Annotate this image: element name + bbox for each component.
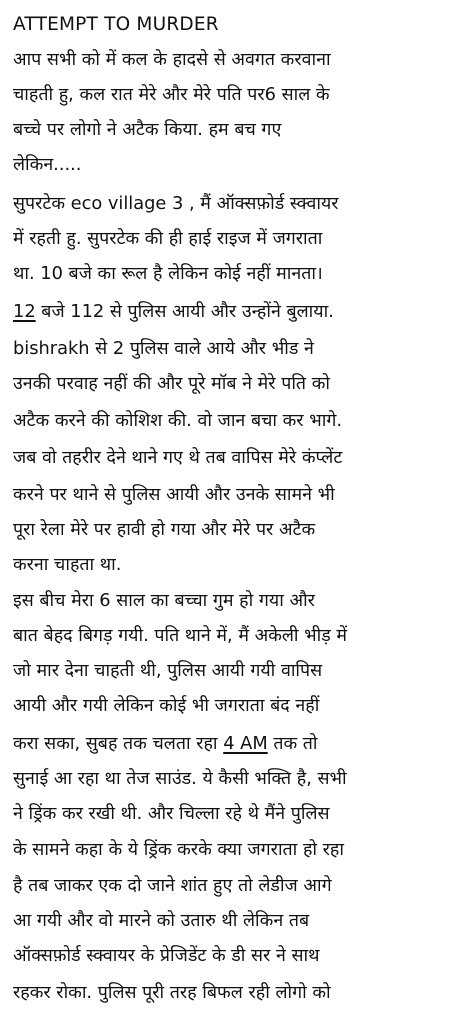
post-line: सुपरटेक eco village 3 , मैं ऑक्सफ़ोर्ड स्क्वायर — [13, 193, 339, 214]
post-line — [13, 729, 463, 759]
linked-time[interactable]: 4 AM — [223, 733, 268, 754]
post-line: सुनाई आ रहा था तेज साउंड. ये कैसी भक्ति है, सभी — [13, 768, 347, 789]
post-line: आ गयी और वो मारने को उतारु थी लेकिन तब — [13, 910, 310, 931]
post-line: चाहती हु, कल रात मेरे और मेरे पति पर6 साल के — [13, 84, 330, 105]
post-line: था. 10 बजे का रूल है लेकिन कोई नहीं मानता। — [13, 263, 323, 284]
post-line: आप सभी को में कल के हादसे से अवगत करवाना — [13, 49, 331, 70]
post-line-text: तक तो — [267, 733, 318, 754]
post-line: इस बीच मेरा 6 साल का बच्चा गुम हो गया और — [13, 590, 315, 611]
post-line: ऑक्सफ़ोर्ड स्क्वायर के प्रेजिडेंट के डी सर ने साथ — [13, 945, 320, 966]
post-line — [13, 297, 463, 327]
post-line: करने पर थाने से पुलिस आयी और उनके सामने भी — [13, 484, 335, 505]
post-line: रहकर रोका. पुलिस पूरी तरह बिफल रही लोगो को — [13, 982, 331, 1003]
post-line: उनकी परवाह नहीं की और पूरे मॉब ने मेरे पति को — [13, 373, 330, 394]
post-line: पूरा रेला मेरे पर हावी हो गया और मेरे पर अटैक — [13, 519, 316, 540]
post-line: में रहती हु. सुपरटेक की ही हाई राइज में जगराता — [13, 228, 323, 249]
post-title: ATTEMPT TO MURDER — [13, 14, 219, 35]
post-line: लेकिन..... — [13, 154, 82, 175]
linked-number[interactable]: 12 — [13, 301, 36, 322]
post-line: करना चाहता था. — [13, 554, 122, 575]
post-line-text: बजे 112 से पुलिस आयी और उन्होंने बुलाया. — [35, 301, 334, 322]
post-line: bishrakh से 2 पुलिस वाले आये और भीड ने — [13, 338, 314, 359]
post-line: जब वो तहरीर देने थाने गए थे तब वापिस मेरे कंप्लेंट — [13, 447, 343, 468]
post-line: है तब जाकर एक दो जाने शांत हुए तो लेडीज आगे — [13, 875, 332, 896]
post-line: अटैक करने की कोशिश की. वो जान बचा कर भागे. — [13, 410, 342, 431]
post-line-text: करा सका, सुबह तक चलता रहा — [13, 733, 224, 754]
post-line: आयी और गयी लेकिन कोई भी जगराता बंद नहीं — [13, 695, 320, 716]
post-line: ने ड्रिंक कर रखी थी. और चिल्ला रहे थे मैंने पुलिस — [13, 803, 330, 824]
post-line: बात बेहद बिगड़ गयी. पति थाने में, मैं अकेली भीड़ में — [13, 625, 348, 646]
post-line: के सामने कहा के ये ड्रिंक करके क्या जगराता हो रहा — [13, 839, 344, 860]
post-line: जो मार देना चाहती थी, पुलिस आयी गयी वापिस — [13, 660, 323, 681]
post-line: बच्चे पर लोगो ने अटैक किया. हम बच गए — [13, 119, 282, 140]
